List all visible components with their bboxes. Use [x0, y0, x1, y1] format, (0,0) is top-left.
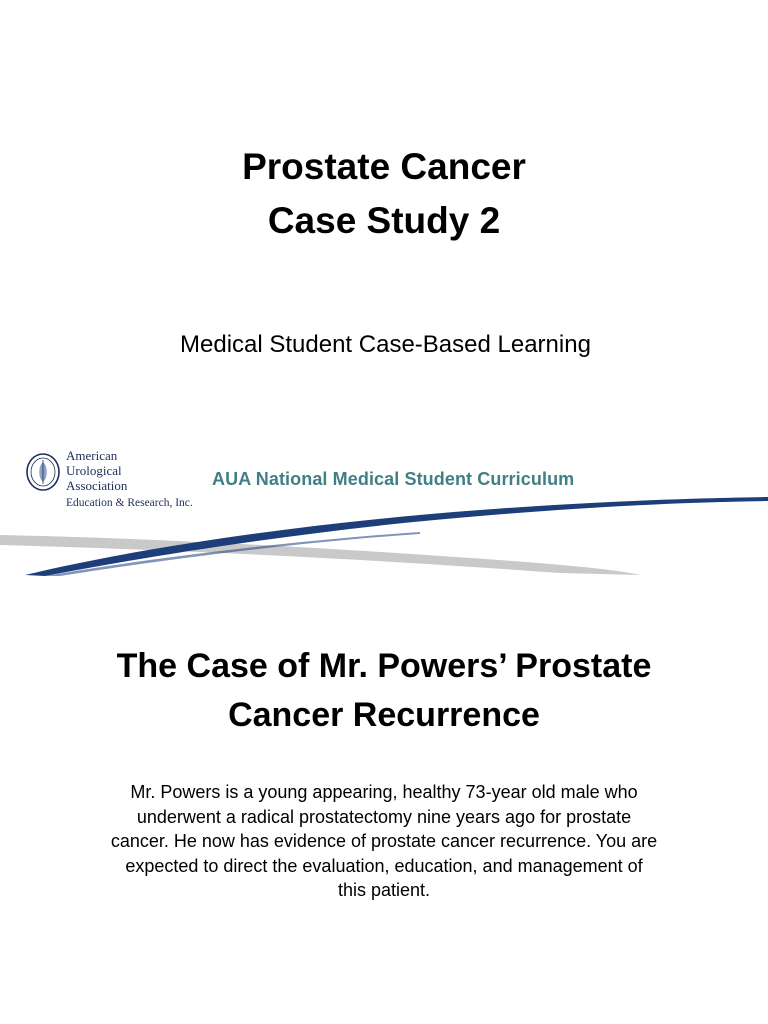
aua-organization-name	[66, 448, 193, 511]
case-title	[0, 642, 768, 740]
title-line-2: Case Study 2	[267, 200, 501, 241]
org-line-1: American	[66, 448, 118, 463]
case-title-line-1: The Case of Mr. Powers’ Prostate	[116, 647, 652, 685]
case-slide	[0, 600, 768, 1024]
slide-subtitle: Medical Student Case-Based Learning	[180, 331, 591, 358]
case-description: Mr. Powers is a young appearing, healthy 73-year old male who underwent a radical prostatectomy nine years ago for prostate cancer. He now has evidence of prostate cancer recurrence. You are expected to direct the evaluation, education, and management of this patient.	[110, 782, 658, 900]
title-line-1: Prostate Cancer	[242, 146, 526, 187]
org-subtitle: Education & Research, Inc.	[66, 497, 193, 509]
case-title-line-2: Cancer Recurrence	[228, 696, 540, 734]
curriculum-label: AUA National Medical Student Curriculum	[212, 469, 575, 489]
org-line-3: Association	[66, 478, 128, 493]
org-line-2: Urological	[66, 463, 122, 478]
slide-title	[0, 140, 768, 248]
aua-seal-icon	[24, 450, 62, 494]
